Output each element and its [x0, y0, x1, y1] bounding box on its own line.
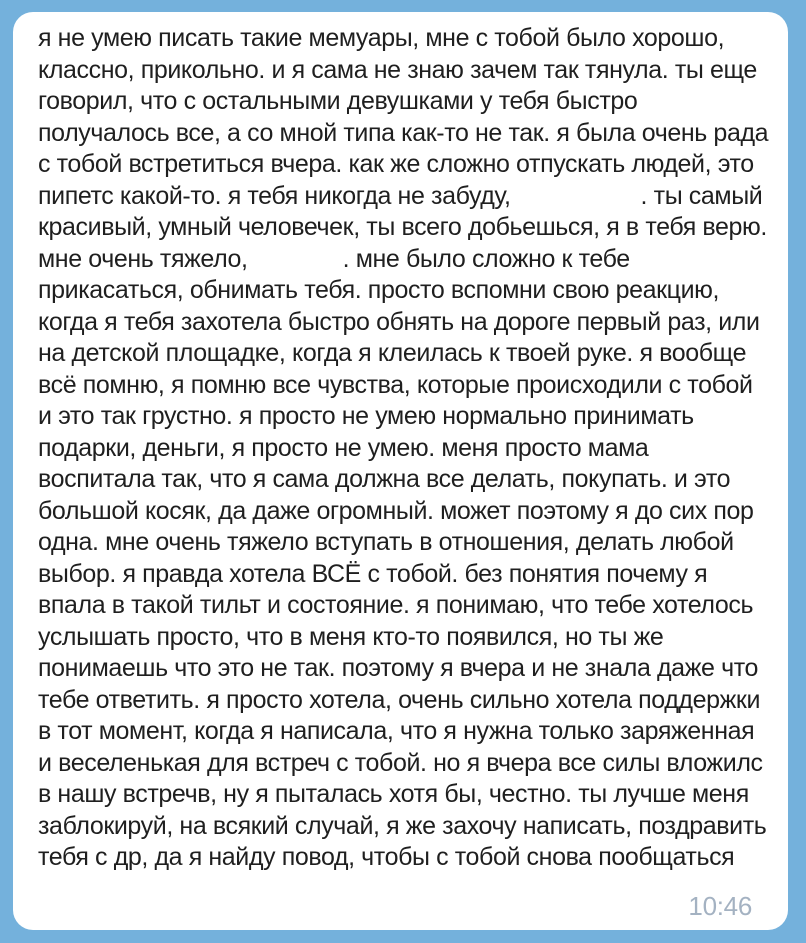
- message-text-part-2: . ты самый красивый, умный человечек, ты всего добьешься, я в тебя верю. мне очень тяжело,: [38, 181, 767, 273]
- message-text: [13, 12, 788, 914]
- redacted-name-gap-2: [248, 266, 343, 267]
- redacted-name-gap-1: [511, 203, 641, 204]
- message-timestamp: 10:46: [682, 891, 752, 922]
- message-bubble[interactable]: [13, 12, 788, 930]
- message-text-part-1: я не умею писать такие мемуары, мне с тобой было хорошо, классно, прикольно. и я сама не знаю зачем так тянула. ты еще говорил, что с остальными девушками у тебя быстро получалось все, а со мной типа как-то не так. я была очень рада с тобой встретиться вчера. как же сложно отпускать людей, это пипетс какой-то. я тебя никогда не забуду,: [38, 24, 769, 210]
- message-text-part-3: . мне было сложно к тебе прикасаться, обнимать тебя. просто вспомни свою реакцию, когда я тебя захотела быстро обнять на дороге первый раз, или на детской площадке, когда я клеилась к твоей руке. я вообще всё помню, я помню все чувства, которые происходили с тобой и это так грустно. я просто не умею нормально принимать подарки, деньги, я просто не умею. меня просто мама воспитала так, что я сама должна все делать, покупать. и это большой косяк, да даже огромный. может поэтому я до сих пор одна. мне очень тяжело вступать в отношения, делать любой выбор. я правда хотела ВСЁ с тобой. без понятия почему я впала в такой тильт и состояние. я понимаю, что тебе хотелось услышать просто, что в меня кто-то появился, но ты же понимаешь что это не так. поэтому я вчера и не знала даже что тебе ответить. я просто хотела, очень сильно хотела поддержки в тот момент, когда я написала, что я нужна только заряженная и веселенькая для встреч с тобой. но я вчера все силы вложилс в нашу встречв, ну я пыталась хотя бы, честно. ты лучше меня заблокируй, на всякий случай, я же захочу написать, поздравить тебя с др, да я найду повод, чтобы с тобой снова пообщаться: [38, 244, 767, 871]
